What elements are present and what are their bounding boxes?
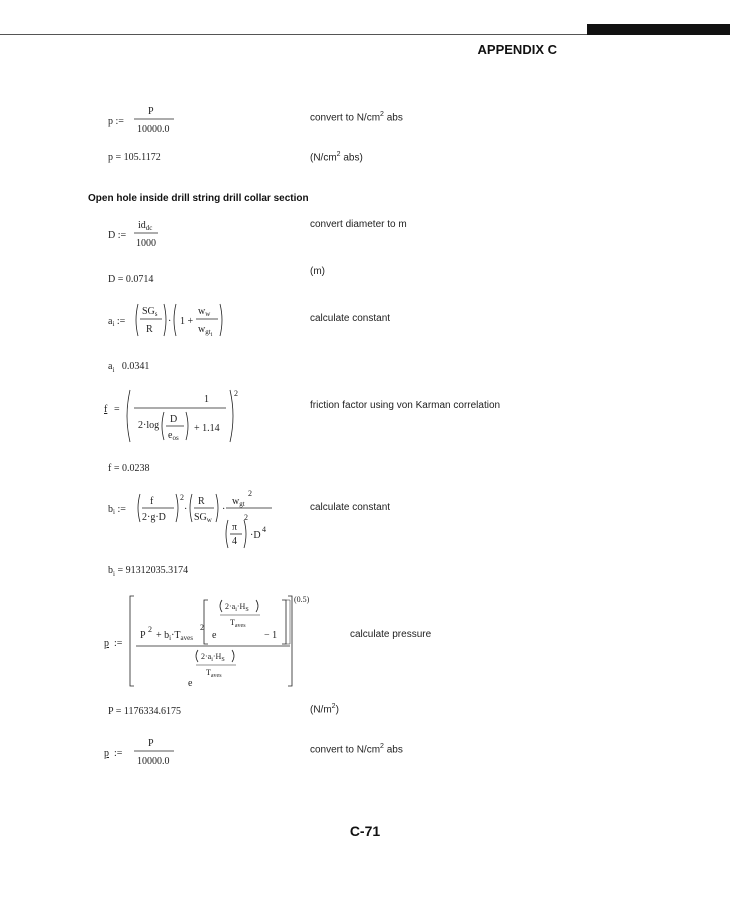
svg-text:10000.0: 10000.0	[137, 756, 170, 767]
svg-text:π: π	[232, 522, 238, 533]
svg-text:f: f	[104, 404, 108, 415]
comment-unit-m: (m)	[310, 266, 325, 277]
svg-text:eos: $e_{os}$	[168, 430, 179, 442]
header-tab-bar	[587, 24, 730, 35]
result-ai: $a_i$ 0.0341	[108, 361, 150, 374]
svg-text:p: p	[104, 638, 109, 649]
equation-D-convert	[100, 216, 190, 252]
svg-text:P: P	[148, 106, 154, 117]
comment-friction-factor: friction factor using von Karman correlation	[310, 400, 501, 411]
equation-p-convert	[100, 102, 190, 138]
svg-text:10000.0: 10000.0	[137, 124, 170, 135]
equation-ai	[100, 298, 240, 342]
svg-text:e: e	[212, 630, 217, 641]
section-heading: Open hole inside drill string drill collar section	[88, 193, 309, 204]
svg-text:2: 2	[200, 623, 204, 632]
svg-text:D :=: D :=	[108, 230, 127, 241]
svg-text:2·ai·HS: $2\cdot a_i\cdot H_S$	[201, 652, 225, 663]
svg-text:R: R	[198, 496, 205, 507]
svg-text:− 1: − 1	[264, 630, 278, 641]
svg-text:2: 2	[248, 489, 252, 498]
svg-text:·D: ·D	[250, 530, 261, 541]
svg-text::=: :=	[114, 638, 123, 649]
svg-text:1000: 1000	[136, 238, 156, 249]
svg-text:=: =	[114, 404, 120, 415]
svg-text:p: p	[104, 748, 109, 759]
svg-text:SGw: $SG_w$	[194, 512, 212, 524]
svg-text:2: 2	[234, 389, 238, 398]
equation-p-convert-2	[100, 734, 190, 770]
svg-text::=: :=	[114, 748, 123, 759]
svg-text:iddc: $id_{dc}$	[138, 220, 153, 232]
comment-unit-nm2: $(N/m^2)$	[310, 703, 339, 716]
svg-text:4: 4	[262, 525, 266, 534]
svg-text:wgti: $w_{gti}$	[198, 324, 213, 338]
svg-text:·: ·	[222, 504, 226, 515]
result-D: D = 0.0714	[108, 274, 154, 285]
svg-text:+ bi·Taves: + $b_i\cdot T_{aves}$	[156, 630, 193, 642]
svg-text:1: 1	[204, 394, 209, 405]
comment-convert-ncm2-2: convert to $N/cm^2$ abs	[310, 743, 403, 756]
svg-text:2·g·D: 2·g·D	[142, 512, 166, 523]
equation-f	[100, 386, 250, 448]
svg-text:ww: $w_w$	[198, 306, 211, 318]
comment-calc-constant-1: calculate constant	[310, 313, 391, 324]
appendix-title: APPENDIX C	[477, 42, 557, 57]
svg-text:2: 2	[244, 513, 248, 522]
svg-text:(0.5): (0.5)	[294, 595, 310, 604]
comment-unit-ncm2-abs: ($N/cm^2$ abs)	[310, 151, 363, 164]
svg-text:Taves: $T_{aves}$	[230, 618, 246, 629]
svg-text:SGs: $SG_s$	[142, 306, 158, 318]
svg-text:R: R	[146, 324, 153, 335]
svg-text:4: 4	[232, 536, 237, 547]
svg-text:2: 2	[148, 625, 152, 634]
comment-calc-constant-2: calculate constant	[310, 502, 391, 513]
svg-text:ai :=: $a_i$ :=	[108, 316, 126, 328]
result-f: f = 0.0238	[108, 463, 150, 474]
svg-text:f: f	[150, 496, 154, 507]
comment-convert-ncm2: convert to $N/cm^2$ abs	[310, 111, 403, 124]
svg-text:2: 2	[180, 493, 184, 502]
svg-text:·: ·	[184, 504, 188, 515]
svg-text:2·ai·HS: $2\cdot a_i\cdot H_S$	[225, 602, 249, 613]
svg-text:P: P	[148, 738, 154, 749]
comment-calc-pressure: calculate pressure	[350, 629, 432, 640]
svg-text:2·log: 2·log	[138, 420, 160, 431]
svg-text:p :=: p :=	[108, 116, 124, 127]
equation-P-pressure	[100, 590, 330, 690]
result-p: p = 105.1172	[108, 152, 161, 163]
svg-text:P: P	[140, 630, 146, 641]
svg-text:bi :=: $b_i$ :=	[108, 504, 126, 516]
comment-convert-diameter: convert diameter to m	[310, 219, 407, 230]
svg-text:Taves: $T_{aves}$	[206, 668, 222, 679]
svg-text:e: e	[188, 678, 193, 689]
result-P: P = 1176334.6175	[108, 706, 181, 717]
svg-text:+ 1.14: + 1.14	[194, 423, 220, 434]
svg-text:1 +: 1 +	[180, 316, 194, 327]
svg-text:·: ·	[168, 316, 172, 327]
equation-bi	[100, 486, 280, 558]
result-bi: $b_i = 91312035.3174$	[108, 565, 189, 578]
svg-text:wgt: $w_{gt}$	[232, 496, 245, 508]
svg-text:D: D	[170, 414, 178, 425]
page-number: C-71	[349, 823, 381, 839]
